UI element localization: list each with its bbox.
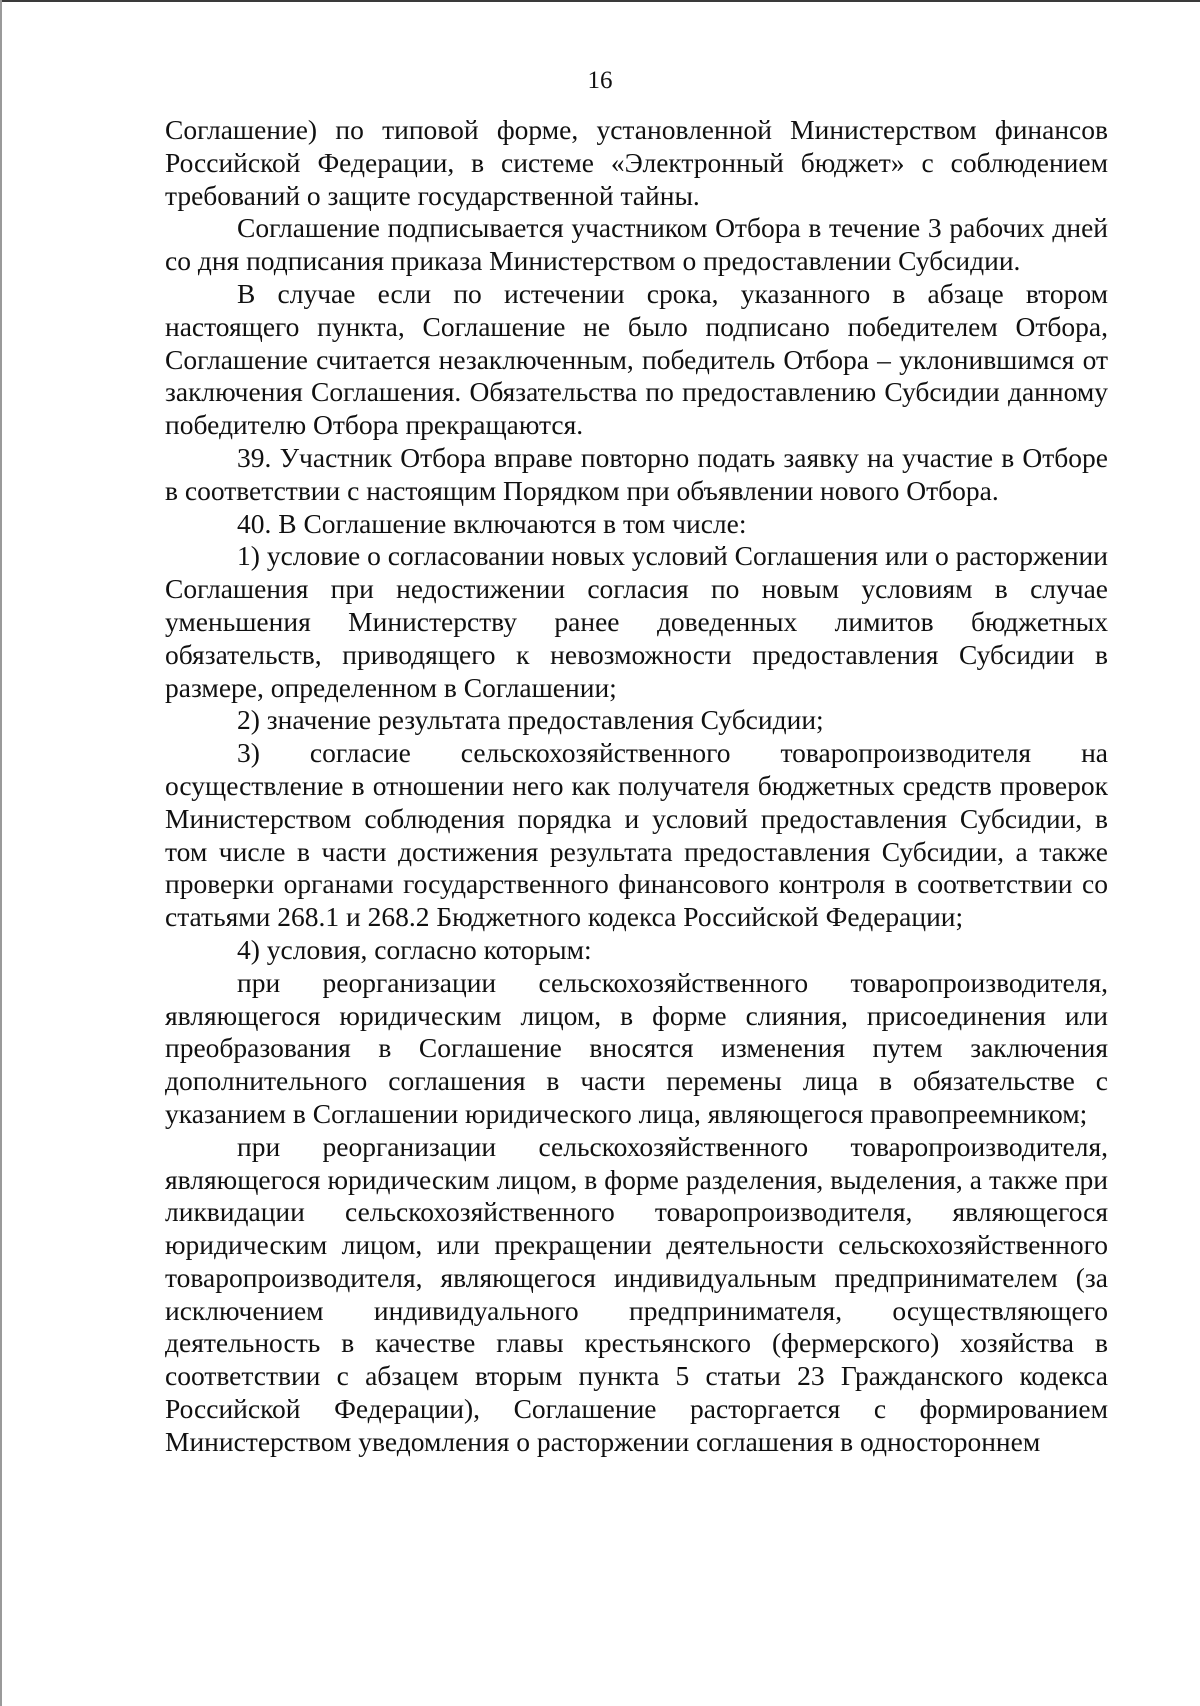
scan-edge-top [0,0,1200,2]
page-number: 16 [587,67,613,94]
paragraph-reorganization-division: при реорганизации сельскохозяйственного товаропроизводителя, являющегося юридическим лицом, в форме разделения, выделения, а также при ликвидации сельскохозяйственного товаропроизводителя, являющегося юридическим лицом, или прекращении деятельности сельскохозяйственного товаропроизводителя, являющегося индивидуальным предпринимателем (за исключением индивидуального предпринимателя, осуществляющего деятельность в качестве главы крестьянского (фермерского) хозяйства в соответствии с абзацем вторым пункта 5 статьи 23 Гражданского кодекса Российской Федерации), Соглашение расторгается с формированием Министерством уведомления о расторжении соглашения в одностороннем [165,1130,1108,1457]
paragraph-subitem-4: 4) условия, согласно которым: [237,933,592,965]
paragraph-item-39: 39. Участник Отбора вправе повторно подать заявку на участие в Отборе в соответствии с настоящим Порядком при объявлении нового Отбора. [165,441,1108,506]
paragraph-unsigned-agreement: В случае если по истечении срока, указанного в абзаце втором настоящего пункта, Соглашение не было подписано победителем Отбора, Соглашение считается незаключенным, победитель Отбора – уклонившимся от заключения Соглашения. Обязательства по предоставлению Субсидии данному победителю Отбора прекращаются. [165,277,1108,441]
paragraph-item-40: 40. В Соглашение включаются в том числе: [237,507,747,539]
paragraph-subitem-1: 1) условие о согласовании новых условий Соглашения или о расторжении Соглашения при недостижении согласия по новым условиям в случае уменьшения Министерству ранее доведенных лимитов бюджетных обязательств, приводящего к невозможности предоставления Субсидии в размере, определенном в Соглашении; [165,540,1108,703]
document-body [165,114,1108,1459]
scan-edge-left [0,0,2,1706]
paragraph-subitem-2: 2) значение результата предоставления Субсидии; [237,704,824,736]
paragraph-subitem-3: 3) согласие сельскохозяйственного товаропроизводителя на осуществление в отношении него как получателя бюджетных средств проверок Министерством соблюдения порядка и условий предоставления Субсидии, в том числе в части достижения результата предоставления Субсидии, а также проверки органами государственного финансового контроля в соответствии со статьями 268.1 и 268.2 Бюджетного кодекса Российской Федерации; [165,737,1108,933]
paragraph-agreement-form: Соглашение) по типовой форме, установленной Министерством финансов Российской Федерации, в системе «Электронный бюджет» с соблюдением требований о защите государственной тайны. [165,114,1108,211]
paragraph-reorganization-merger: при реорганизации сельскохозяйственного товаропроизводителя, являющегося юридическим лицом, в форме слияния, присоединения или преобразования в Соглашение вносятся изменения путем заключения дополнительного соглашения в части перемены лица в обязательстве с указанием в Соглашении юридического лица, являющегося правопреемником; [165,966,1108,1129]
paragraph-signing-deadline: Соглашение подписывается участником Отбора в течение 3 рабочих дней со дня подписания приказа Министерством о предоставлении Субсидии. [165,212,1108,277]
